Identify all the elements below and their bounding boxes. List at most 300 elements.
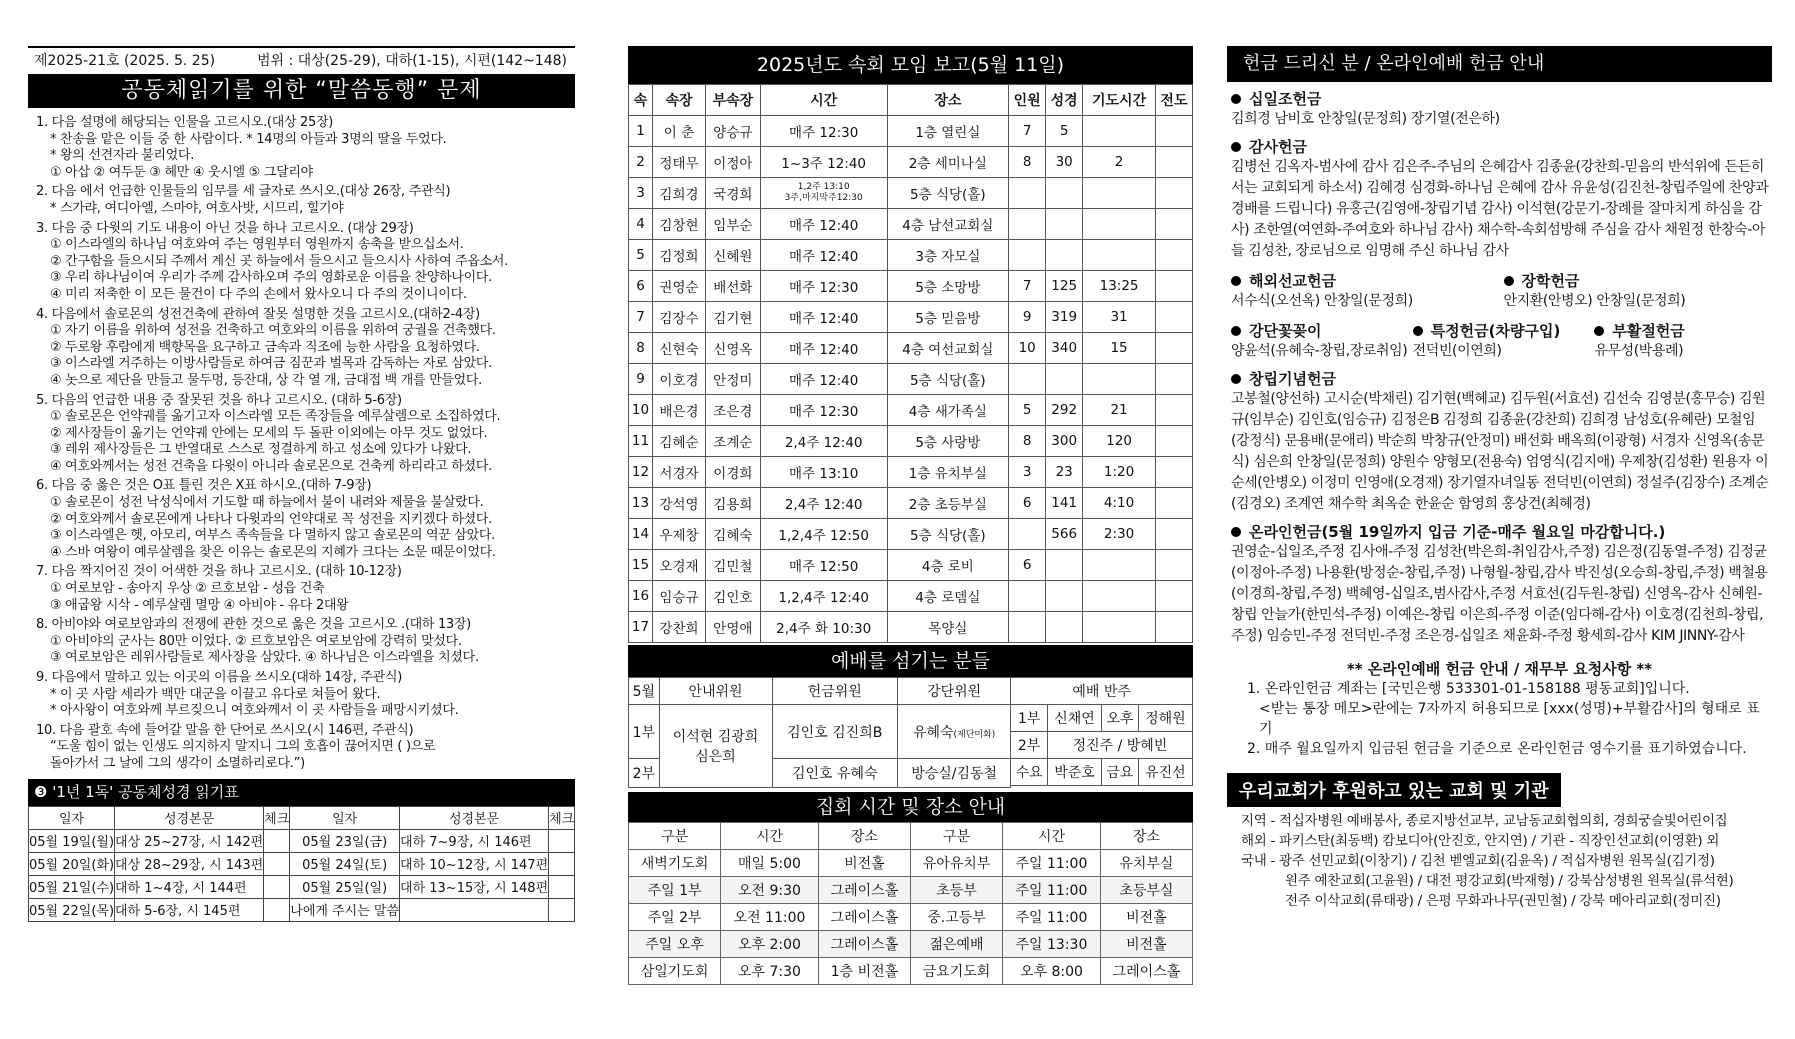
report-row <box>629 178 1193 209</box>
question-7 <box>36 564 575 614</box>
schedule-cell: 주일 2부 <box>629 904 721 931</box>
report-cell <box>1009 240 1046 271</box>
report-cell: 배선화 <box>705 271 760 302</box>
supported-churches <box>1227 773 1772 911</box>
schedule-title: 집회 시간 및 장소 안내 <box>628 792 1193 822</box>
question-line: ② 간구함을 들으시되 주께서 계신 곳 하늘에서 들으시고 들으시사 사하여 주옵소서. <box>50 253 509 269</box>
bullet-icon <box>1231 326 1241 336</box>
report-cell: 12 <box>629 457 653 488</box>
report-cell: 매주 12:30 <box>760 116 887 147</box>
report-cell: 이호경 <box>653 364 706 395</box>
schedule-cell: 삼일기도회 <box>629 958 721 985</box>
support-line: 전주 이삭교회(류태광) / 은평 무화과나무(권민철) / 강북 메아리교회(정미진) <box>1285 893 1721 909</box>
question-line: ③ 우리 하나님이여 우리가 주께 감사하오며 주의 영화로운 이름을 찬양하나이다. <box>50 270 492 286</box>
report-header: 장소 <box>887 85 1009 116</box>
report-cell: 5 <box>1009 395 1046 426</box>
report-cell: 5 <box>629 240 653 271</box>
report-row <box>629 147 1193 178</box>
report-cell <box>1009 612 1046 643</box>
reading-cell: 05월 19일(월) <box>29 829 115 852</box>
supported-title: 우리교회가 후원하고 있는 교회 및 기관 <box>1227 773 1561 807</box>
question-text: 9. 다음에서 말하고 있는 이곳의 이름을 쓰시오(대하 14장, 주관식) <box>36 670 402 685</box>
report-row <box>629 519 1193 550</box>
report-cell <box>1046 612 1083 643</box>
report-header: 속장 <box>653 85 706 116</box>
report-cell: 7 <box>1009 271 1046 302</box>
report-header: 속 <box>629 85 653 116</box>
question-line: ① 솔로몬은 언약궤를 옮기고자 이스라엘 모든 족장들을 예루살렘으로 소집하였다. <box>50 409 501 425</box>
question-line: ① 솔로몬이 성전 낙성식에서 기도할 때 하늘에서 불이 내려와 제물을 불살랐다. <box>50 495 484 511</box>
offering-section <box>1227 314 1409 362</box>
reading-check-cell <box>264 898 290 921</box>
notice-line: 2. 매주 월요일까지 입금된 헌금을 기준으로 온라인헌금 영수기를 표기하였습니다. <box>1247 741 1747 757</box>
report-cell: 17 <box>629 612 653 643</box>
schedule-cell: 주일 1부 <box>629 877 721 904</box>
report-cell <box>1083 364 1156 395</box>
offering-sections-2 <box>1227 368 1772 647</box>
report-cell <box>1083 550 1156 581</box>
bullet-icon <box>1231 527 1241 537</box>
schedule-cell: 주일 11:00 <box>1003 850 1101 877</box>
schedule-cell: 비전홀 <box>1100 904 1192 931</box>
report-cell: 매주 12:30 <box>760 395 887 426</box>
offering-heading-text: 감사헌금 <box>1249 138 1307 156</box>
offering-heading <box>1500 270 1773 291</box>
bullet-icon <box>1231 276 1241 286</box>
report-cell <box>1083 240 1156 271</box>
report-cell: 임부순 <box>705 209 760 240</box>
report-cell: 신현숙 <box>653 333 706 364</box>
report-cell <box>1155 581 1192 612</box>
reading-header: 체크 <box>264 806 290 829</box>
report-cell <box>1009 519 1046 550</box>
report-cell: 매주 12:40 <box>760 240 887 271</box>
ws-h-guide: 안내위원 <box>659 678 772 705</box>
schedule-header: 시간 <box>1003 823 1101 850</box>
report-cell: 김혜숙 <box>705 519 760 550</box>
question-5 <box>36 393 575 476</box>
question-line: ① 이스라엘의 하나님 여호와여 주는 영원부터 영원까지 송축을 받으십소서. <box>50 237 464 253</box>
schedule-cell: 금요기도회 <box>910 958 1002 985</box>
report-cell: 141 <box>1046 488 1083 519</box>
offering-heading <box>1227 136 1772 157</box>
schedule-cell: 젊은예배 <box>910 931 1002 958</box>
time-line: 1,2주 13:10 <box>797 182 850 192</box>
reading-check-cell <box>264 852 290 875</box>
schedule-cell: 주일 11:00 <box>1003 904 1101 931</box>
offering-pairs <box>1227 264 1772 312</box>
report-row <box>629 364 1193 395</box>
offering-names: 유무성(박용례) <box>1594 343 1684 359</box>
report-cell: 340 <box>1046 333 1083 364</box>
schedule-cell: 비전홀 <box>1100 931 1192 958</box>
bullet-icon <box>1231 374 1241 384</box>
report-cell: 16 <box>629 581 653 612</box>
report-cell: 2층 초등부실 <box>887 488 1009 519</box>
report-cell: 11 <box>629 426 653 457</box>
report-cell: 120 <box>1083 426 1156 457</box>
ws-h-accomp: 예배 반주 <box>1011 678 1193 705</box>
schedule-row <box>629 877 1193 904</box>
worship-servers-title: 예배를 섬기는 분들 <box>628 645 1193 677</box>
report-cell: 1 <box>629 116 653 147</box>
report-cell: 2,4주 12:40 <box>760 426 887 457</box>
reading-row <box>29 898 575 921</box>
offering-names: 안지환(안병오) 안창일(문정희) <box>1503 293 1686 309</box>
question-line: * 이 곳 사람 세라가 백만 대군을 이끌고 유다로 쳐들어 왔다. <box>50 686 381 702</box>
reading-header: 일자 <box>290 806 400 829</box>
report-cell <box>1155 147 1192 178</box>
report-cell: 이경희 <box>705 457 760 488</box>
report-cell: 9 <box>629 364 653 395</box>
report-cell <box>1046 240 1083 271</box>
report-cell <box>1155 488 1192 519</box>
report-cell: 31 <box>1083 302 1156 333</box>
reading-check-cell <box>264 875 290 898</box>
notice-title: ** 온라인예배 헌금 안내 / 재무부 요청사항 ** <box>1346 660 1653 678</box>
schedule-cell: 매일 5:00 <box>721 850 819 877</box>
question-text: 4. 다음에서 솔로몬의 성전건축에 관하여 잘못 설명한 것을 고르시오.(대하2-4장) <box>36 306 480 322</box>
support-line: 지역 - 적십자병원 예배봉사, 종로지방선교부, 교남동교회협의회, 경희궁슬빛어린이집 <box>1241 813 1728 829</box>
schedule-cell: 새벽기도회 <box>629 850 721 877</box>
report-cell: 7 <box>1009 116 1046 147</box>
offering-heading-text: 부활절헌금 <box>1612 322 1685 340</box>
offering-heading <box>1409 320 1591 341</box>
schedule-cell: 1층 비전홀 <box>818 958 910 985</box>
report-cell: 1층 유치부실 <box>887 457 1009 488</box>
issue-number: 제2025-21호 (2025. 5. 25) <box>34 53 216 69</box>
report-cell <box>1046 581 1083 612</box>
report-cell: 125 <box>1046 271 1083 302</box>
report-cell: 300 <box>1046 426 1083 457</box>
question-text: 6. 다음 중 옳은 것은 O표 틀린 것은 X표 하시오.(대하 7-9장) <box>36 478 372 494</box>
offering-section <box>1227 88 1772 130</box>
support-line: 국내 - 광주 선민교회(이창기) / 김천 벧엘교회(김윤옥) / 적십자병원 원목실(김기정) <box>1241 853 1715 869</box>
report-cell <box>1083 116 1156 147</box>
report-row <box>629 240 1193 271</box>
report-cell <box>1155 209 1192 240</box>
ws-alt1: 유혜숙(제단미화) <box>897 705 1010 759</box>
schedule-row <box>629 904 1193 931</box>
report-cell: 2,4주 12:40 <box>760 488 887 519</box>
report-cell: 2층 세미나실 <box>887 147 1009 178</box>
report-cell: 3층 자모실 <box>887 240 1009 271</box>
report-cell <box>760 178 887 209</box>
reading-row <box>29 829 575 852</box>
report-cell <box>1083 178 1156 209</box>
schedule-cell: 오후 8:00 <box>1003 958 1101 985</box>
report-cell <box>1155 333 1192 364</box>
reading-cell: 대하 5-6장, 시 145편 <box>115 898 264 921</box>
report-cell: 3 <box>629 178 653 209</box>
report-cell: 매주 13:10 <box>760 457 887 488</box>
cell-report-table <box>628 84 1193 643</box>
report-cell: 8 <box>629 333 653 364</box>
report-cell: 김민철 <box>705 550 760 581</box>
ws-h-altar: 강단위원 <box>897 678 1010 705</box>
quiz-header <box>28 46 575 108</box>
question-line: 돌아가서 그 날에 그의 생각이 소멸하리로다.”) <box>50 755 305 771</box>
bullet-icon <box>1231 142 1241 152</box>
report-cell <box>1155 116 1192 147</box>
question-text: 2. 다음 에서 언급한 인물들의 임무를 세 글자로 쓰시오.(대상 26장, 주관식) <box>36 184 451 200</box>
reading-cell: 05월 20일(화) <box>29 852 115 875</box>
report-cell: 4층 여선교회실 <box>887 333 1009 364</box>
report-cell: 김용희 <box>705 488 760 519</box>
report-cell: 김혜순 <box>653 426 706 457</box>
offering-heading-text: 장학헌금 <box>1521 272 1580 290</box>
schedule-header: 시간 <box>721 823 819 850</box>
report-cell: 292 <box>1046 395 1083 426</box>
report-cell <box>1155 550 1192 581</box>
report-cell <box>1009 178 1046 209</box>
offering-sections-1 <box>1227 88 1772 262</box>
reading-check-cell <box>549 898 575 921</box>
report-cell: 1,2,4주 12:50 <box>760 519 887 550</box>
question-text: 3. 다음 중 다윗의 기도 내용이 아닌 것을 하나 고르시오. (대상 29장) <box>36 220 414 236</box>
question-line: * 왕의 선견자라 불리었다. <box>50 148 195 164</box>
report-cell: 조은경 <box>705 395 760 426</box>
report-cell: 5층 소망방 <box>887 271 1009 302</box>
report-cell: 1~3주 12:40 <box>760 147 887 178</box>
ws-acc-0-0: 1부 <box>1011 705 1048 732</box>
report-row <box>629 333 1193 364</box>
report-header: 인원 <box>1009 85 1046 116</box>
bullet-icon <box>1504 276 1514 286</box>
report-cell: 매주 12:50 <box>760 550 887 581</box>
report-cell: 임승규 <box>653 581 706 612</box>
offering-section <box>1227 264 1500 312</box>
question-line: ① 아삽 ② 여두둔 ③ 헤만 ④ 웃시엘 ⑤ 그달리야 <box>50 164 313 180</box>
report-cell: 13:25 <box>1083 271 1156 302</box>
report-cell <box>1155 395 1192 426</box>
schedule-cell: 초등부실 <box>1100 877 1192 904</box>
report-cell <box>1155 426 1192 457</box>
report-cell: 3 <box>1009 457 1046 488</box>
ws-spacer <box>1011 786 1193 788</box>
report-cell: 15 <box>1083 333 1156 364</box>
report-cell: 6 <box>1009 488 1046 519</box>
offering-heading-text: 해외선교헌금 <box>1249 272 1336 290</box>
schedule-cell: 그레이스홀 <box>818 931 910 958</box>
reading-cell <box>400 898 549 921</box>
schedule-cell: 주일 13:30 <box>1003 931 1101 958</box>
question-line: ② 제사장들이 옮기는 언약궤 안에는 모세의 두 돌판 이외에는 아무 것도 없었다. <box>50 425 488 441</box>
report-cell <box>1083 612 1156 643</box>
question-text: 8. 아비야와 여로보암과의 전쟁에 관한 것으로 옳은 것을 고르시오 .(대하 13장) <box>36 617 471 633</box>
cell-report-column <box>628 46 1193 985</box>
schedule-row <box>629 958 1193 985</box>
reading-cell: 대하 1~4장, 시 144편 <box>115 875 264 898</box>
report-cell: 5 <box>1046 116 1083 147</box>
notice-line: <받는 통장 메모>란에는 7자까지 허용되므로 [xxx(성명)+부활감사]의 형태로 표기 <box>1259 701 1760 737</box>
reading-check-cell <box>549 875 575 898</box>
bullet-icon <box>1413 326 1423 336</box>
schedule-cell: 오전 9:30 <box>721 877 819 904</box>
report-cell: 4층 로비 <box>887 550 1009 581</box>
report-cell: 14 <box>629 519 653 550</box>
schedule-row <box>629 931 1193 958</box>
report-cell: 10 <box>1009 333 1046 364</box>
question-line: “도울 힘이 없는 인생도 의지하지 말지니 그의 호흡이 끊어지면 ( )으로 <box>50 739 436 755</box>
ws-acc-0-2: 오후 <box>1102 705 1139 732</box>
report-cell: 4층 새가족실 <box>887 395 1009 426</box>
report-cell: 5층 사랑방 <box>887 426 1009 457</box>
reading-cell: 대하 13~15장, 시 148편 <box>400 875 549 898</box>
schedule-header: 장소 <box>818 823 910 850</box>
schedule-cell: 초등부 <box>910 877 1002 904</box>
report-row <box>629 426 1193 457</box>
report-cell: 김정희 <box>653 240 706 271</box>
report-cell <box>1009 581 1046 612</box>
reading-cell: 05월 24일(토) <box>290 852 400 875</box>
report-cell: 매주 12:40 <box>760 302 887 333</box>
report-cell: 8 <box>1009 147 1046 178</box>
report-cell: 566 <box>1046 519 1083 550</box>
ws-acc-0-1: 신채연 <box>1047 705 1101 732</box>
offering-heading-text: 강단꽃꽂이 <box>1249 322 1322 340</box>
ws-off1: 김인호 김진희B <box>772 705 897 759</box>
question-6 <box>36 478 575 561</box>
report-cell: 30 <box>1046 147 1083 178</box>
report-cell: 이 춘 <box>653 116 706 147</box>
report-cell <box>1155 178 1192 209</box>
offering-heading <box>1227 88 1772 109</box>
reading-cell: 대하 7~9장, 시 146편 <box>400 829 549 852</box>
report-cell: 신혜원 <box>705 240 760 271</box>
reading-cell: 대상 28~29장, 시 143편 <box>115 852 264 875</box>
report-cell: 신영옥 <box>705 333 760 364</box>
schedule-cell: 주일 오후 <box>629 931 721 958</box>
reading-row <box>29 852 575 875</box>
notice-line: 1. 온라인헌금 계좌는 [국민은행 533301-01-158188 평동교회]입니다. <box>1247 681 1690 697</box>
ws-r1: 1부 <box>629 705 660 759</box>
schedule-cell: 그레이스홀 <box>818 877 910 904</box>
report-header: 부속장 <box>705 85 760 116</box>
worship-servers-table <box>628 677 1193 788</box>
question-4 <box>36 307 575 390</box>
report-cell: 319 <box>1046 302 1083 333</box>
question-line: ④ 미리 저축한 이 모든 물건이 다 주의 손에서 왔사오니 다 주의 것이니이다. <box>50 286 467 302</box>
report-cell: 8 <box>1009 426 1046 457</box>
schedule-header: 구분 <box>910 823 1002 850</box>
report-row <box>629 209 1193 240</box>
report-row <box>629 116 1193 147</box>
report-header: 전도 <box>1155 85 1192 116</box>
offering-heading <box>1227 320 1409 341</box>
report-cell: 2 <box>629 147 653 178</box>
offering-heading <box>1227 270 1500 291</box>
question-line: ③ 애굽왕 시삭 - 예루살렘 멸망 ④ 아비야 - 유다 2대왕 <box>50 597 349 613</box>
offering-heading <box>1227 521 1772 542</box>
report-cell: 매주 12:30 <box>760 271 887 302</box>
report-cell: 6 <box>1009 550 1046 581</box>
question-line: * 찬송을 맡은 이들 중 한 사람이다. * 14명의 아들과 3명의 딸을 두었다. <box>50 131 447 147</box>
report-cell: 5층 믿음방 <box>887 302 1009 333</box>
schedule-cell: 중.고등부 <box>910 904 1002 931</box>
report-cell: 정태무 <box>653 147 706 178</box>
reading-cell: 05월 23일(금) <box>290 829 400 852</box>
report-cell <box>1046 178 1083 209</box>
ws-acc-1-0: 2부 <box>1011 732 1048 759</box>
report-cell <box>1009 209 1046 240</box>
schedule-cell: 비전홀 <box>818 850 910 877</box>
reading-cell: 05월 25일(일) <box>290 875 400 898</box>
question-line: ④ 스바 여왕이 예루살렘을 찾은 이유는 솔로몬의 지혜가 크다는 소문 때문이었다. <box>50 544 496 560</box>
report-cell: 오경재 <box>653 550 706 581</box>
guide-line: 이석현 김광희 <box>672 729 759 745</box>
question-line: ③ 여로보암은 레위사람들로 제사장을 삼았다. ④ 하나님은 이스라엘을 치셨다. <box>50 650 479 666</box>
report-cell: 강찬희 <box>653 612 706 643</box>
online-offering-notice <box>1227 659 1772 759</box>
report-cell <box>1155 457 1192 488</box>
question-line: ④ 놋으로 제단을 만들고 물두멍, 등잔대, 상 각 열 개, 금대접 백 개를 만들었다. <box>50 372 482 388</box>
report-cell: 매주 12:40 <box>760 364 887 395</box>
report-cell: 김인호 <box>705 581 760 612</box>
question-1 <box>36 115 575 181</box>
offering-names: 고봉철(양선하) 고시순(박채린) 김기현(백혜교) 김두원(서효선) 김선숙 김영분(홍무승) 김원규(임부순) 김인호(임승규) 김정은B 김정희 김종윤(강찬희) 김희경 남성호(유혜란) 모철임(강정식) 문용배(문애리) 박순희 박창규(안정미) 배선화 배옥희(이광형) 서경자 신영옥(송문식) 심은희 안창일(문정희) 양원수 양형모(전용숙) 엄영식(김지애) 우제창(김성환) 원용자 이순세(안병오) 이정미 인영애(오경재) 장기열자녀일동 전덕빈(이연희) 정설주(김장수) 조계순(김경오) 조계연 채수학 최옥순 한윤순 함영희 홍상건(최혜경) <box>1231 391 1769 512</box>
question-line: ① 자기 이름을 위하여 성전을 건축하고 여호와의 이름을 위하여 궁궐을 건축했다. <box>50 323 496 339</box>
support-line: 원주 예찬교회(고윤원) / 대전 평강교회(박재형) / 강북삼성병원 원목실(류석현) <box>1285 873 1734 889</box>
offering-names: 서수식(오선옥) 안창일(문정희) <box>1231 293 1413 309</box>
offering-heading-text: 십일조헌금 <box>1249 90 1322 108</box>
ws-off2: 김인호 유혜숙 <box>772 759 897 788</box>
report-cell: 목양실 <box>887 612 1009 643</box>
report-cell: 10 <box>629 395 653 426</box>
report-cell: 9 <box>1009 302 1046 333</box>
cell-report-title: 2025년도 속회 모임 보고(5월 11일) <box>628 46 1193 84</box>
offering-heading <box>1590 320 1772 341</box>
question-9 <box>36 670 575 720</box>
offering-names: 권영순-십일조,주정 김사애-주정 김성찬(박은희-취임감사,주정) 김은정(김동열-주정) 김정균(이정아-주정) 나용환(방정순-창립,주정) 나형월-창립,감사 박진성(오승희-창립,주정) 백철용(이경희-창립,주정) 백혜영-십일조,범사감사,주정 서효선(김두원-창립) 신영옥-감사 신혜원-창립 안늘가(한민석-주정) 이예은-창립 이은희-주정 이준(임다해-감사) 이호경(김천희-창립,주정) 임승민-주정 전덕빈-주정 조은경-십일조 채윤화-주정 황세희-감사 KIM JINNY-감사 <box>1231 544 1768 644</box>
schedule-cell: 오후 7:30 <box>721 958 819 985</box>
report-cell: 21 <box>1083 395 1156 426</box>
schedule-cell: 그레이스홀 <box>1100 958 1192 985</box>
report-cell: 우제창 <box>653 519 706 550</box>
report-header: 기도시간 <box>1083 85 1156 116</box>
question-line: * 스가랴, 여디아엘, 스마야, 여호사밧, 시므리, 힐기야 <box>50 200 344 216</box>
guide-line: 심은희 <box>695 749 736 765</box>
offering-section <box>1590 314 1772 362</box>
report-header: 성경 <box>1046 85 1083 116</box>
report-cell: 강석영 <box>653 488 706 519</box>
report-cell <box>1155 519 1192 550</box>
report-cell: 매주 12:40 <box>760 209 887 240</box>
report-cell <box>1155 612 1192 643</box>
question-line: ③ 이스라엘 거주하는 이방사람들로 하여금 짐꾼과 벌목과 감독하는 자로 삼았다. <box>50 356 492 372</box>
report-cell: 6 <box>629 271 653 302</box>
report-cell <box>1046 364 1083 395</box>
report-cell <box>1083 581 1156 612</box>
offering-heading-text: 특정헌금(차량구입) <box>1430 322 1561 340</box>
report-cell: 김희경 <box>653 178 706 209</box>
report-cell: 13 <box>629 488 653 519</box>
offering-section <box>1227 136 1772 262</box>
report-cell: 매주 12:40 <box>760 333 887 364</box>
reading-header: 일자 <box>29 806 115 829</box>
offering-heading-text: 창립기념헌금 <box>1249 370 1336 388</box>
offering-heading-text: 온라인헌금(5월 19일까지 입금 기준-매주 월요일 마감합니다.) <box>1249 523 1666 541</box>
report-row <box>629 488 1193 519</box>
bullet-icon <box>1594 326 1604 336</box>
question-text: 1. 다음 설명에 해당되는 인물을 고르시오.(대상 25장) <box>36 115 334 130</box>
question-line: ③ 이스라엘은 헷, 아모리, 여부스 족속들을 다 멸하지 않고 솔로몬의 역꾼 삼았다. <box>50 528 496 544</box>
report-cell <box>1155 302 1192 333</box>
ws-guide <box>659 705 772 788</box>
question-line: * 아사왕이 여호와께 부르짖으니 여호와께서 이 곳 사람들을 패망시키셨다. <box>50 703 459 719</box>
reading-cell: 05월 21일(수) <box>29 875 115 898</box>
question-line: ① 아비야의 군사는 80만 이었다. ② 르호보암은 여로보암에 강력히 맞섰다. <box>50 633 462 649</box>
